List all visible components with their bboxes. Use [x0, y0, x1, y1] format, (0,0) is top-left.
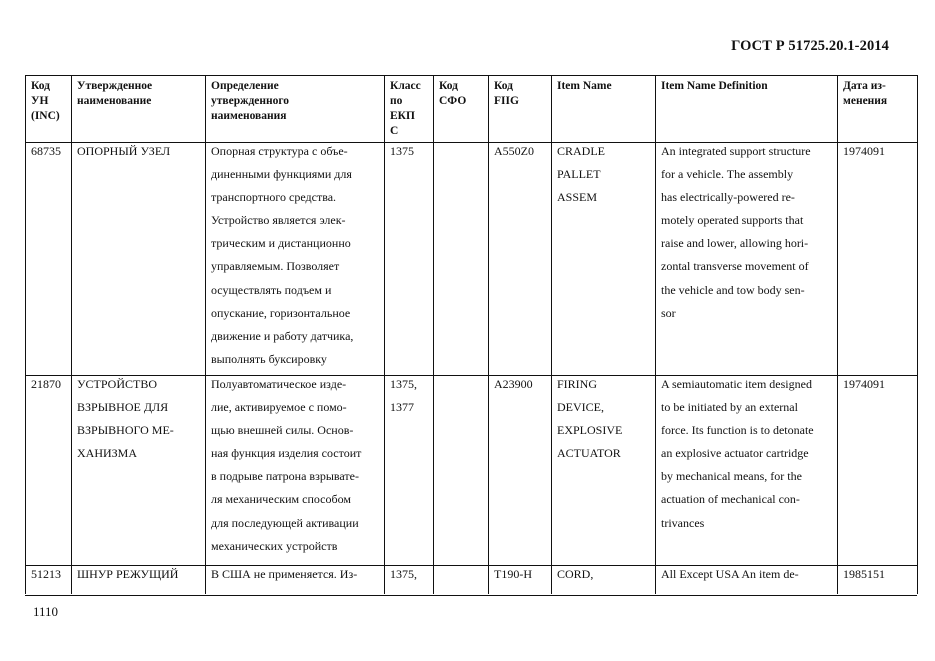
column-header-class: [390, 79, 421, 139]
column-header-line: (INC): [31, 110, 60, 122]
cell-line: FIRING: [557, 377, 598, 391]
cell-line: управляемым. Позволяет: [211, 259, 340, 274]
cell-line: actuation of mechanical con-: [661, 492, 800, 507]
cell-line: CORD,: [557, 567, 594, 581]
cell-inc: [31, 140, 61, 163]
cell-line: В США не применяется. Из-: [211, 567, 358, 581]
column-header-line: УН: [31, 95, 49, 107]
cell-item-name-definition: [661, 373, 814, 535]
cell-line: транспортного средства.: [211, 190, 337, 205]
cell-line: PALLET: [557, 167, 601, 182]
cell-date: [843, 373, 885, 396]
column-divider: [551, 75, 552, 594]
column-header-line: FIIG: [494, 95, 519, 107]
column-divider: [71, 75, 72, 594]
column-divider: [488, 75, 489, 594]
cell-line: движение и работу датчика,: [211, 328, 354, 343]
cell-inc: [31, 563, 61, 586]
cell-line: лие, активируемое с помо-: [211, 400, 347, 415]
column-header-line: утвержденного: [211, 95, 290, 107]
cell-line: ШНУР РЕЖУЩИЙ: [77, 567, 179, 581]
cell-line: 51213: [31, 567, 61, 581]
column-header-line: С: [390, 125, 399, 137]
column-header-definition: [211, 79, 289, 124]
column-header-line: Дата из-: [843, 80, 886, 92]
column-divider: [917, 75, 918, 594]
column-header-line: Утвержденное: [77, 80, 153, 92]
cell-definition: [211, 373, 361, 558]
cell-line: УСТРОЙСТВО: [77, 377, 157, 391]
cell-date: [843, 563, 885, 586]
cell-fiig: [494, 140, 534, 163]
column-header-line: Код: [31, 80, 51, 92]
column-divider: [837, 75, 838, 594]
column-header-line: ЕКП: [390, 110, 415, 122]
cell-line: for a vehicle. The assembly: [661, 167, 794, 182]
column-divider: [433, 75, 434, 594]
column-header-line: Item Name Definition: [661, 80, 768, 92]
cell-line: ASSEM: [557, 190, 598, 205]
cell-line: ля механическим способом: [211, 492, 351, 507]
cell-item-name-definition: [661, 140, 811, 325]
column-divider: [25, 75, 26, 594]
column-divider: [384, 75, 385, 594]
cell-line: trivances: [661, 515, 705, 530]
cell-definition: [211, 140, 353, 371]
cell-line: опускание, горизонтальное: [211, 305, 351, 320]
column-header-line: Определение: [211, 80, 279, 92]
cell-name: [77, 563, 178, 586]
cell-line: All Except USA An item de-: [661, 567, 799, 581]
column-header-line: Класс: [390, 80, 421, 92]
cell-line: ОПОРНЫЙ УЗЕЛ: [77, 144, 171, 158]
cell-line: 68735: [31, 144, 61, 158]
cell-line: the vehicle and tow body sen-: [661, 282, 805, 297]
cell-class: [390, 563, 417, 586]
cell-name: [77, 373, 174, 465]
cell-line: Полуавтоматическое изде-: [211, 377, 347, 391]
cell-definition: [211, 563, 357, 586]
column-header-line: наименования: [211, 110, 287, 122]
column-divider: [205, 75, 206, 594]
column-header-line: Код: [439, 80, 459, 92]
cell-inc: [31, 373, 61, 396]
cell-line: zontal transverse movement of: [661, 259, 809, 274]
cell-line: выполнять буксировку: [211, 351, 327, 366]
cell-line: Опорная структура с объе-: [211, 144, 348, 158]
cell-line: A semiautomatic item designed: [661, 377, 812, 391]
column-header-line: наименование: [77, 95, 152, 107]
cell-item-name: [557, 140, 605, 209]
cell-line: sor: [661, 305, 676, 320]
cell-line: CRADLE: [557, 144, 605, 158]
cell-item-name: [557, 373, 622, 465]
cell-line: ВЗРЫВНОЕ ДЛЯ: [77, 400, 169, 415]
column-header-line: менения: [843, 95, 888, 107]
cell-line: An integrated support structure: [661, 144, 811, 158]
cell-date: [843, 140, 885, 163]
cell-line: 1974091: [843, 377, 885, 391]
cell-line: DEVICE,: [557, 400, 604, 415]
cell-line: A550Z0: [494, 144, 534, 158]
cell-line: 1375,: [390, 567, 417, 581]
column-header-line: Item Name: [557, 80, 612, 92]
cell-line: 1375,: [390, 377, 417, 391]
column-header-item-name-definition: [661, 79, 768, 94]
cell-line: щью внешней силы. Основ-: [211, 423, 354, 438]
cell-line: трическим и дистанционно: [211, 236, 351, 251]
cell-line: EXPLOSIVE: [557, 423, 623, 438]
cell-line: raise and lower, allowing hori-: [661, 236, 809, 251]
cell-line: force. Its function is to detonate: [661, 423, 814, 438]
document-header: ГОСТ Р 51725.20.1-2014: [731, 38, 889, 54]
cell-line: by mechanical means, for the: [661, 469, 802, 484]
cell-line: T190-H: [494, 567, 532, 581]
column-header-inc: [31, 79, 60, 124]
cell-line: 1375: [390, 144, 414, 158]
column-header-sfo: [439, 79, 466, 109]
cell-line: в подрыве патрона взрывате-: [211, 469, 359, 484]
cell-line: 1974091: [843, 144, 885, 158]
cell-name: [77, 140, 170, 163]
cell-line: ВЗРЫВНОГО МЕ-: [77, 423, 174, 438]
page-number: 1110: [33, 604, 59, 619]
cell-line: механических устройств: [211, 538, 338, 553]
column-header-name: [77, 79, 152, 109]
cell-line: motely operated supports that: [661, 213, 804, 228]
cell-fiig: [494, 563, 532, 586]
cell-line: 21870: [31, 377, 61, 391]
cell-line: осуществлять подъем и: [211, 282, 332, 297]
cell-line: A23900: [494, 377, 533, 391]
column-header-date: [843, 79, 887, 109]
column-header-line: Код: [494, 80, 514, 92]
cell-line: 1377: [390, 400, 414, 415]
cell-fiig: [494, 373, 533, 396]
cell-item-name: [557, 563, 593, 586]
cell-class: [390, 140, 414, 163]
cell-line: Устройство является элек-: [211, 213, 346, 228]
column-divider: [655, 75, 656, 594]
column-header-item-name: [557, 79, 612, 94]
column-header-fiig: [494, 79, 519, 109]
column-header-line: СФО: [439, 95, 467, 107]
cell-line: to be initiated by an external: [661, 400, 798, 415]
cell-line: ACTUATOR: [557, 446, 621, 461]
column-header-line: по: [390, 95, 403, 107]
cell-line: ХАНИЗМА: [77, 446, 138, 461]
cell-line: для последующей активации: [211, 515, 359, 530]
cell-item-name-definition: [661, 563, 799, 586]
cell-line: диненными функциями для: [211, 167, 352, 182]
cell-line: ная функция изделия состоит: [211, 446, 362, 461]
cell-line: 1985151: [843, 567, 885, 581]
cell-line: has electrically-powered re-: [661, 190, 795, 205]
cell-line: an explosive actuator cartridge: [661, 446, 809, 461]
cell-class: [390, 373, 417, 419]
